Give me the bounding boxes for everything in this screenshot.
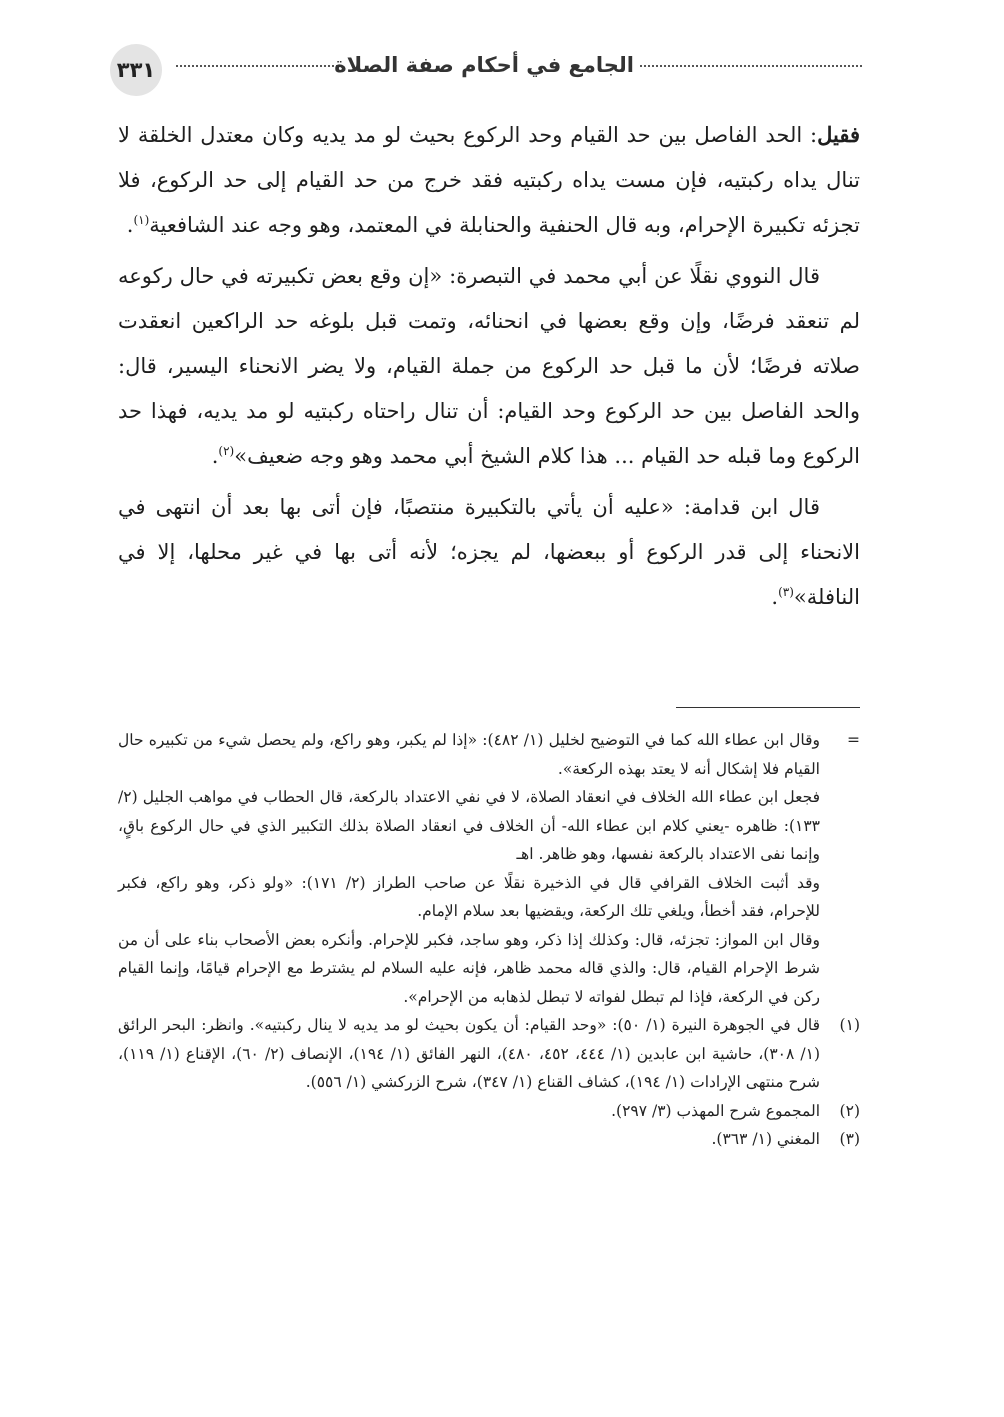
continuation-paragraph: وقد أثبت الخلاف القرافي قال في الذخيرة نقلًا عن صاحب الطراز (٢/ ١٧١): «ولو ذكر، وهو راكع، فكبر للإحرام، فقد أخطأ، ويلغي تلك الركعة، ويقضيها بعد سلام الإمام. bbox=[118, 873, 820, 920]
continuation-mark: = bbox=[847, 731, 860, 749]
footnote-separator bbox=[676, 707, 860, 708]
header-dotted-rule-right bbox=[640, 64, 862, 67]
paragraph-2-text: قال النووي نقلًا عن أبي محمد في التبصرة: «إن وقع بعض تكبيرته في حال ركوعه لم تنعقد فرضًا، وإن وقع بعضها في انحنائه، وتمت قبل بلوغه حد الراكعين انعقدت صلاته فرضًا؛ لأن ما قبل حد الركوع من جملة القيام، ولا يضر الانحناء اليسير، قال: والحد الفاصل بين حد الركوع وحد القيام: أن تنال راحتاه ركبتيه لو مد يديه، فهذا حد الركوع وما قبله حد القيام ... هذا كلام الشيخ أبي محمد وهو وجه ضعيف» bbox=[118, 264, 860, 468]
footnote-text: المجموع شرح المهذب (٣/ ٢٩٧). bbox=[611, 1101, 820, 1120]
footnote-number: (٣) bbox=[839, 1130, 860, 1148]
continuation-paragraph: وقال ابن المواز: تجزئه، قال: وكذلك إذا ذكر، وهو ساجد، فكبر للإحرام. وأنكره بعض الأصحاب بناء على أن من شرط الإحرام القيام، قال: والذي قاله محمد ظاهر، فإنه عليه السلام لم يشترط مع الإحرام قيامًا، وإنما القيام ركن في الركعة، فإذا لم تبطل لفواته لا تبطل لذهابه من الإحرام». bbox=[118, 930, 820, 1006]
footnote-text: المغني (١/ ٣٦٣). bbox=[711, 1130, 820, 1148]
running-header bbox=[110, 44, 862, 106]
page-number: ٣٣١ bbox=[110, 44, 162, 96]
paragraph-2-end: . bbox=[211, 444, 219, 468]
footnote-number: (٢) bbox=[839, 1101, 860, 1120]
paragraph-3 bbox=[118, 485, 860, 620]
continuation-paragraph: فجعل ابن عطاء الله الخلاف في انعقاد الصلاة، لا في نفي الاعتداد بالركعة، قال الحطاب في مواهب الجليل (٢/ ١٣٣): ظاهره -يعني كلام ابن عطاء الله- أن الخلاف في انعقاد الصلاة بذلك التكبير الذي في حال الركوع باقٍ، وإنما نفى الاعتداد بالركعة نفسها، وهو ظاهر. اهـ bbox=[118, 788, 820, 863]
header-dotted-rule-left bbox=[176, 64, 338, 67]
paragraph-1-end: . bbox=[126, 213, 134, 237]
paragraph-1-text: : الحد الفاصل بين حد القيام وحد الركوع بحيث لو مد يديه وكان معتدل الخلقة لا تنال يداه ركبتيه، فإن مست يداه ركبتيه فقد خرج من حد القيام إلى حد الركوع، فلا تجزئه تكبيرة الإحرام، وبه قال الحنفية والحنابلة في المعتمد، وهو وجه عند الشافعية bbox=[118, 123, 860, 237]
main-text bbox=[118, 112, 860, 626]
footnote-2 bbox=[118, 1097, 860, 1126]
footnote-ref-3[interactable]: (٣) bbox=[778, 585, 794, 599]
footnote-ref-2[interactable]: (٢) bbox=[218, 444, 235, 458]
footnote-continuation bbox=[118, 726, 860, 1011]
footnotes bbox=[118, 726, 860, 1154]
continuation-text bbox=[118, 726, 820, 1011]
book-title: الجامع في أحكام صفة الصلاة bbox=[334, 53, 634, 77]
footnote-text: قال في الجوهرة النيرة (١/ ٥٠): «وحد القيام: أن يكون بحيث لو مد يديه لا ينال ركبتيه». وانظر: البحر الرائق (١/ ٣٠٨)، حاشية ابن عابدين (١/ ٤٤٤، ٤٥٢، ٤٨٠)، النهر الفائق (١/ ١٩٤)، الإنصاف (٢/ ٦٠)، الإقناع (١/ ١١٩)، شرح منتهى الإرادات (١/ ١٩٤)، كشاف القناع (١/ ٣٤٧)، شرح الزركشي (١/ ٥٥٦). bbox=[118, 1016, 821, 1091]
paragraph-3-end: . bbox=[771, 585, 779, 609]
footnote-number: (١) bbox=[839, 1016, 860, 1034]
footnote-1 bbox=[118, 1011, 860, 1097]
paragraph-1-lead: فقيل bbox=[817, 122, 860, 147]
paragraph-1 bbox=[118, 112, 860, 248]
footnote-ref-1[interactable]: (١) bbox=[133, 213, 150, 227]
continuation-paragraph: وقال ابن عطاء الله كما في التوضيح لخليل (١/ ٤٨٢): «إذا لم يكبر، وهو راكع، ولم يحصل شيء من تكبيره حال القيام فلا إشكال أنه لا يعتد بهذه الركعة». bbox=[118, 731, 821, 778]
paragraph-3-text: قال ابن قدامة: «عليه أن يأتي بالتكبيرة منتصبًا، فإن أتى بها بعد أن انتهى في الانحناء إلى قدر الركوع أو ببعضها، لم يجزه؛ لأنه أتى بها في غير محلها، إلا في النافلة» bbox=[118, 495, 860, 609]
paragraph-2 bbox=[118, 254, 860, 479]
footnote-3 bbox=[118, 1125, 860, 1154]
